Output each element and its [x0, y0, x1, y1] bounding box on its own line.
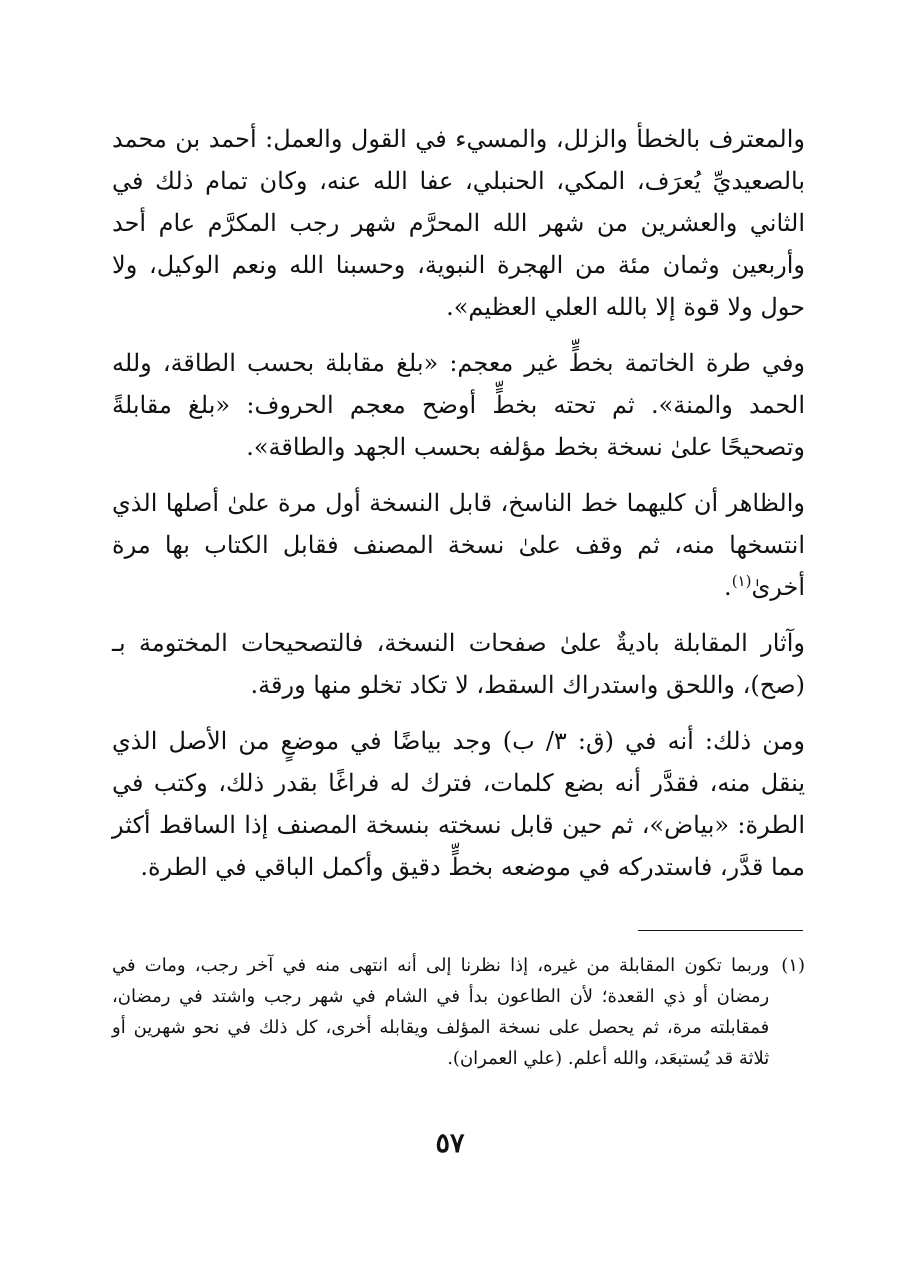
- paragraph-5: [112, 720, 805, 888]
- footnotes-section: [112, 950, 805, 1074]
- paragraph-4-text: وآثار المقابلة باديةٌ علىٰ صفحات النسخة، فالتصحيحات المختومة بـ (صح)، واللحق واستدراك السقط، لا تكاد تخلو منها ورقة.: [112, 629, 805, 699]
- paragraph-2: [112, 342, 805, 468]
- paragraph-2-text: وفي طرة الخاتمة بخطٍّ غير معجم: «بلغ مقابلة بحسب الطاقة، ولله الحمد والمنة». ثم تحته بخطٍّ أوضح معجم الحروف: «بلغ مقابلةً وتصحيحًا علىٰ نسخة بخط مؤلفه بحسب الجهد والطاقة».: [112, 349, 806, 461]
- paragraph-4: [112, 622, 805, 706]
- page-number: ٥٧: [435, 1128, 465, 1159]
- paragraph-1-text: والمعترف بالخطأ والزلل، والمسيء في القول والعمل: أحمد بن محمد بالصعيديِّ يُعرَف، المكي، الحنبلي، عفا الله عنه، وكان تمام ذلك في الثاني والعشرين من شهر الله المحرَّم شهر رجب المكرَّم عام أحد وأربعين وثمان مئة من الهجرة النبوية، وحسبنا الله ونعم الوكيل، ولا حول ولا قوة إلا بالله العلي العظيم».: [112, 125, 805, 321]
- footnote-divider: [638, 930, 803, 931]
- footnote-reference[interactable]: (١): [731, 572, 752, 590]
- footnote-text: وربما تكون المقابلة من غيره، إذا نظرنا إلى أنه انتهى منه في آخر رجب، ومات في رمضان أو ذي القعدة؛ لأن الطاعون بدأ في الشام في شهر رجب واشتد في رمضان، فمقابلته مرة، ثم يحصل على نسخة المؤلف ويقابله أخرى، كل ذلك في نحو شهرين أو ثلاثة قد يُستبعَد، والله أعلم. (علي العمران).: [112, 955, 770, 1069]
- paragraph-3-tail: .: [724, 573, 732, 601]
- paragraph-5-text: ومن ذلك: أنه في (ق: ٣/ ب) وجد بياضًا في موضعٍ من الأصل الذي ينقل منه، فقدَّر أنه بضع كلمات، فترك له فراغًا بقدر ذلك، وكتب في الطرة: «بياض»، ثم حين قابل نسخته بنسخة المصنف إذا الساقط أكثر مما قدَّر، فاستدركه في موضعه بخطٍّ دقيق وأكمل الباقي في الطرة.: [112, 727, 805, 881]
- footnote-1: [112, 950, 805, 1074]
- footnote-marker: (١): [781, 955, 805, 976]
- main-text: [112, 118, 805, 902]
- paragraph-3: [112, 482, 805, 608]
- paragraph-3-text: والظاهر أن كليهما خط الناسخ، قابل النسخة أول مرة علىٰ أصلها الذي انتسخها منه، ثم وقف علىٰ نسخة المصنف فقابل الكتاب بها مرة أخرىٰ: [112, 489, 805, 601]
- paragraph-1: [112, 118, 805, 328]
